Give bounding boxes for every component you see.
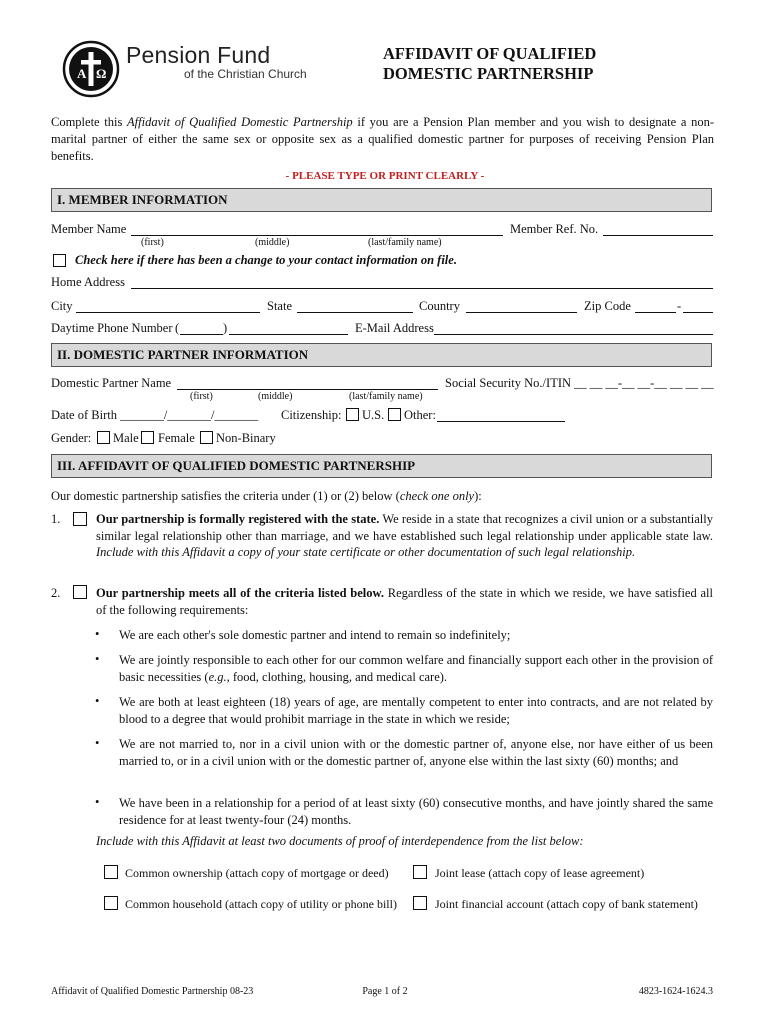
logo-title: Pension Fund xyxy=(126,42,271,68)
member-name-label: Member Name xyxy=(51,222,127,236)
middle-hint: (middle) xyxy=(255,237,290,248)
please-print-notice: - PLEASE TYPE OR PRINT CLEARLY - xyxy=(285,170,485,182)
item-2-number: 2. xyxy=(51,586,61,600)
section-2-header: II. DOMESTIC PARTNER INFORMATION xyxy=(51,343,712,367)
logo-subtitle: of the Christian Church xyxy=(184,67,307,81)
requirement-4: We are not married to, nor in a civil union with or the domestic partner of, anyone else, nor have either of us been married to, or in a civil union with or the domestic partner of, anyone else within the last sixty (60) months; and xyxy=(119,737,713,768)
zip-field-2[interactable] xyxy=(683,298,713,313)
item-2-checkbox[interactable] xyxy=(73,585,87,599)
contact-change-checkbox[interactable] xyxy=(53,254,66,267)
document-title xyxy=(383,44,596,84)
bullet-marker: • xyxy=(95,694,100,708)
gender-nonbinary-checkbox[interactable] xyxy=(200,431,213,444)
home-address-label: Home Address xyxy=(51,275,125,289)
proof-common-household-label: Common household (attach copy of utility or phone bill) xyxy=(125,897,397,911)
phone-paren-close: ) xyxy=(223,321,228,335)
home-address-field[interactable] xyxy=(131,274,713,289)
proof-common-ownership-checkbox[interactable] xyxy=(104,865,118,879)
proof-common-household-checkbox[interactable] xyxy=(104,896,118,910)
bullet-marker: • xyxy=(95,795,100,809)
zip-field-1[interactable] xyxy=(635,298,676,313)
member-ref-label: Member Ref. No. xyxy=(510,222,599,236)
requirement-3: We are both at least eighteen (18) years of age, are mentally competent to enter into contracts, and are not related by blood to a degree that would prohibit marriage in the state in which we reside; xyxy=(119,695,713,726)
footer-form-id: Affidavit of Qualified Domestic Partnership 08-23 xyxy=(51,986,254,997)
citizenship-label: Citizenship: xyxy=(281,408,342,422)
dob-field[interactable]: Date of Birth _______/_______/_______ xyxy=(51,408,259,422)
citizenship-us-label: U.S. xyxy=(362,408,385,422)
svg-text:A: A xyxy=(77,66,87,81)
document-title-line-1: AFFIDAVIT OF QUALIFIED xyxy=(383,44,597,63)
contact-change-label: Check here if there has been a change to your contact information on file. xyxy=(75,253,457,267)
city-field[interactable] xyxy=(76,298,260,313)
country-label: Country xyxy=(419,299,460,313)
gender-male-checkbox[interactable] xyxy=(97,431,110,444)
requirement-5: We have been in a relationship for a period of at least sixty (60) consecutive months, and have jointly shared the same residence for at least twenty-four (24) months. xyxy=(119,796,713,827)
partner-name-label: Domestic Partner Name xyxy=(51,376,172,390)
proof-joint-financial-label: Joint financial account (attach copy of bank statement) xyxy=(435,897,698,911)
document-title-line-2: DOMESTIC PARTNERSHIP xyxy=(383,64,594,83)
phone-paren-open: ( xyxy=(175,321,180,335)
requirement-2: We are jointly responsible to each other for our common welfare and financially support each other in the provision of basic necessities (e.g., food, clothing, housing, and medical care). xyxy=(119,653,713,684)
phone-area-field[interactable] xyxy=(180,320,223,335)
phone-number-field[interactable] xyxy=(229,320,348,335)
member-ref-field[interactable] xyxy=(603,221,713,236)
section-3-header: III. AFFIDAVIT OF QUALIFIED DOMESTIC PARTNERSHIP xyxy=(51,454,712,478)
gender-female-checkbox[interactable] xyxy=(141,431,154,444)
member-name-field[interactable] xyxy=(131,221,503,236)
citizenship-us-checkbox[interactable] xyxy=(346,408,359,421)
email-field[interactable] xyxy=(434,320,713,335)
section-1-header: I. MEMBER INFORMATION xyxy=(51,188,712,212)
gender-female-label: Female xyxy=(158,431,195,445)
city-label: City xyxy=(51,299,73,313)
phone-label: Daytime Phone Number xyxy=(51,321,173,335)
partner-name-field[interactable] xyxy=(177,375,438,390)
partner-first-hint: (first) xyxy=(190,391,213,402)
bullet-marker: • xyxy=(95,627,100,641)
zip-dash: - xyxy=(677,299,682,313)
item-1-number: 1. xyxy=(51,512,61,526)
zip-label: Zip Code xyxy=(584,299,631,313)
bullet-marker: • xyxy=(95,652,100,666)
footer-doc-number: 4823-1624-1624.3 xyxy=(638,986,713,997)
first-hint: (first) xyxy=(141,237,164,248)
item-1-text: Our partnership is formally registered with the state. We reside in a state that recognizes a civil union or a substantially similar legal relationship other than marriage, and we have established such legal relationship under applicable state law. Include with this Affidavit a copy of your state certificate or other documentation of such legal relationship. xyxy=(96,512,713,559)
requirement-1: We are each other's sole domestic partner and intend to remain so indefinitely; xyxy=(119,628,511,642)
email-label: E-Mail Address xyxy=(355,321,434,335)
criteria-intro: Our domestic partnership satisfies the criteria under (1) or (2) below (check one only): xyxy=(51,489,482,503)
citizenship-other-checkbox[interactable] xyxy=(388,408,401,421)
intro-paragraph: Complete this Affidavit of Qualified Domestic Partnership if you are a Pension Plan member and you wish to designate a non-marital partner of either the same sex or opposite sex as a qualified domestic partner for purposes of receiving Pension Plan benefits. xyxy=(51,115,714,163)
proof-joint-lease-label: Joint lease (attach copy of lease agreement) xyxy=(435,866,645,880)
item-2-text: Our partnership meets all of the criteria listed below. Regardless of the state in which we reside, we have satisfied all of the following requirements: xyxy=(96,586,713,617)
gender-male-label: Male xyxy=(113,431,139,445)
proof-joint-financial-checkbox[interactable] xyxy=(413,896,427,910)
state-label: State xyxy=(267,299,292,313)
proof-common-ownership-label: Common ownership (attach copy of mortgage or deed) xyxy=(125,866,389,880)
ssn-field[interactable]: Social Security No./ITIN __ __ __-__ __-__ __ __ __ xyxy=(445,376,714,390)
proof-intro: Include with this Affidavit at least two documents of proof of interdependence from the list below: xyxy=(96,834,584,848)
country-field[interactable] xyxy=(466,298,577,313)
citizenship-other-field[interactable] xyxy=(437,407,565,422)
proof-joint-lease-checkbox[interactable] xyxy=(413,865,427,879)
footer-page-number: Page 1 of 2 xyxy=(362,986,408,997)
partner-middle-hint: (middle) xyxy=(258,391,293,402)
partner-last-hint: (last/family name) xyxy=(349,391,423,402)
last-hint: (last/family name) xyxy=(368,237,442,248)
gender-nonbinary-label: Non-Binary xyxy=(216,431,276,445)
alpha-omega-cross-icon xyxy=(62,40,120,98)
citizenship-other-label: Other: xyxy=(404,408,436,422)
item-1-checkbox[interactable] xyxy=(73,512,87,526)
svg-text:Ω: Ω xyxy=(96,66,107,81)
bullet-marker: • xyxy=(95,736,100,750)
state-field[interactable] xyxy=(297,298,413,313)
gender-label: Gender: xyxy=(51,431,92,445)
